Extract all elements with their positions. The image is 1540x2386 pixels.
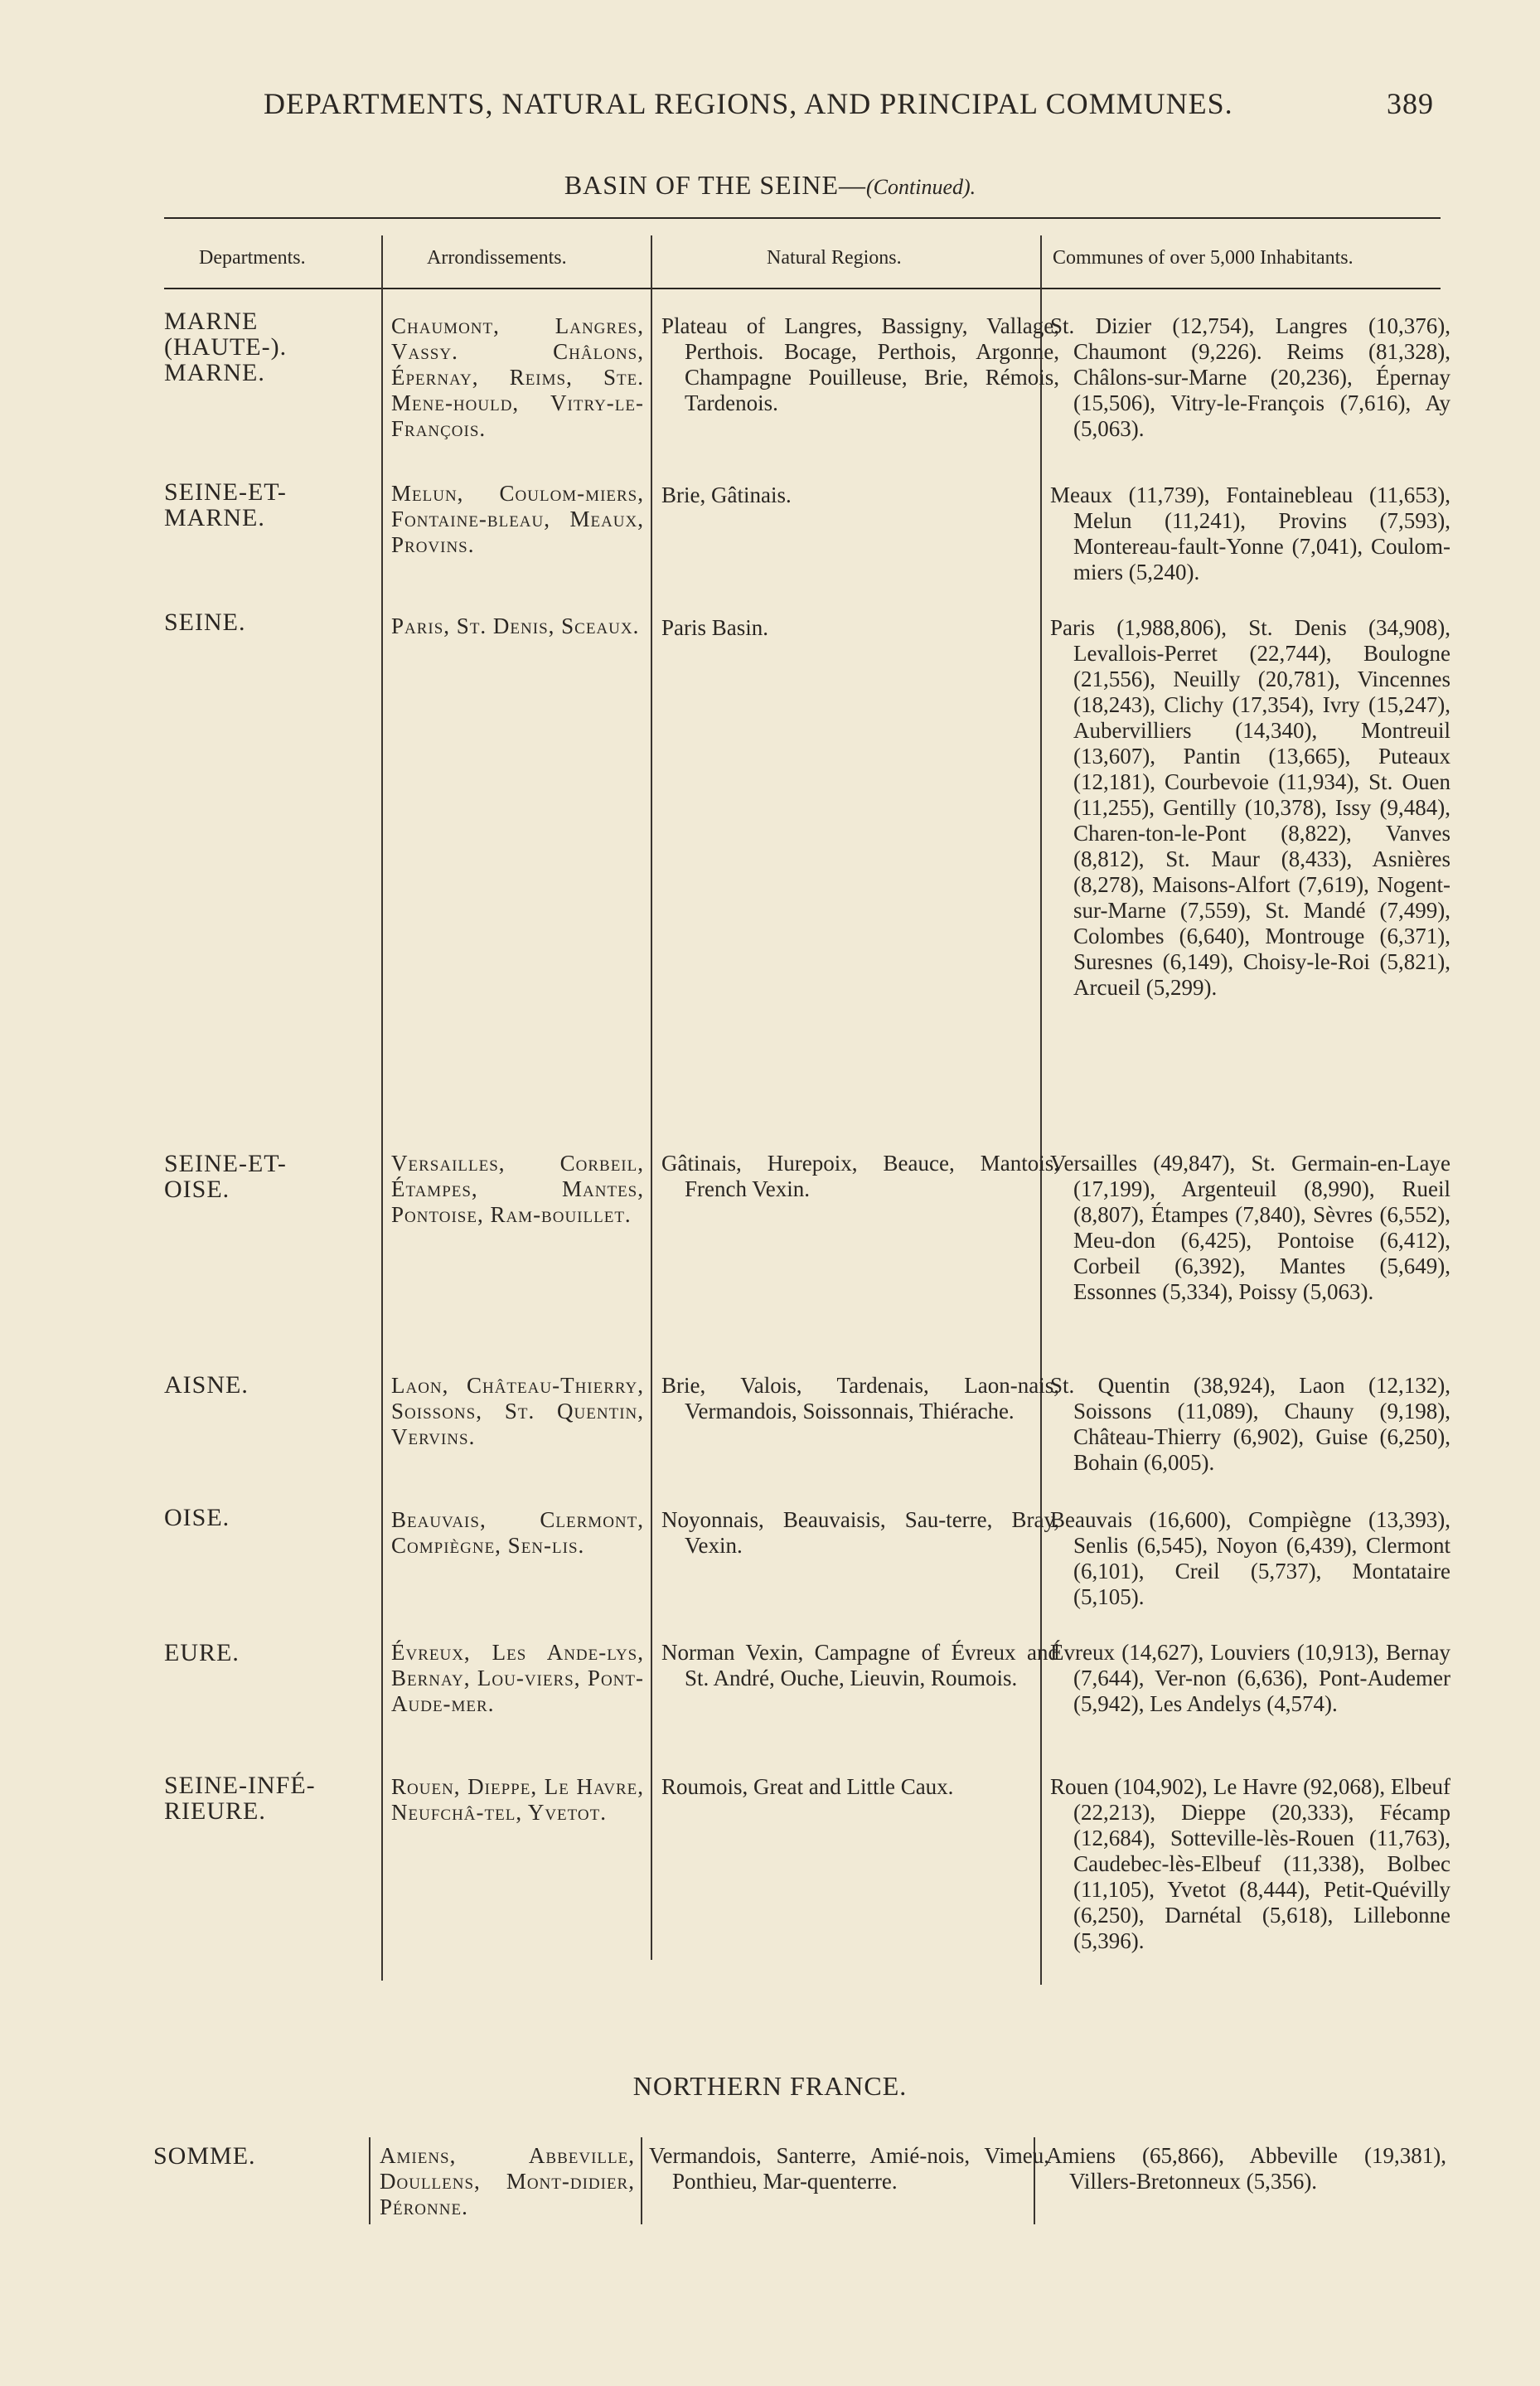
table-row-arrondissements: Amiens, Abbeville, Doullens, Mont-didier, Péronne. — [380, 2143, 635, 2219]
column-divider — [369, 2137, 370, 2224]
column-divider — [641, 2137, 642, 2224]
table-row-natural-regions: Brie, Valois, Tardenais, Laon-nais, Vermandois, Soissonnais, Thiérache. — [661, 1373, 1059, 1423]
column-header-communes: Communes of over 5,000 Inhabitants. — [1053, 247, 1354, 269]
table-row-natural-regions: Noyonnais, Beauvaisis, Sau-terre, Bray, Vexin. — [661, 1507, 1059, 1558]
table-row-department: SEINE-ET-OISE. — [164, 1150, 287, 1203]
section-title-seine — [0, 170, 1540, 201]
table-row-communes: Amiens (65,866), Abbeville (19,381), Villers-Bretonneux (5,356). — [1046, 2143, 1446, 2194]
table-row-arrondissements: Versailles, Corbeil, Étampes, Mantes, Pontoise, Ram-bouillet. — [391, 1151, 644, 1227]
table-row-communes: Paris (1,988,806), St. Denis (34,908), Levallois-Perret (22,744), Boulogne (21,556), Neuilly (20,781), Vincennes (18,243), Clichy (17,354), Ivry (15,247), Aubervilliers (14,340), Montreuil (13,607), Pantin (13,665), Puteaux (12,181), Courbevoie (11,934), St. Ouen (11,255), Gentilly (10,378), Issy (9,484), Charen-ton-le-Pont (8,822), Vanves (8,812), St. Maur (8,433), Asnières (8,278), Maisons-Alfort (7,619), Nogent-sur-Marne (7,559), St. Mandé (7,499), Colombes (6,640), Montrouge (6,371), Suresnes (6,149), Choisy-le-Roi (5,821), Arcueil (5,299). — [1050, 615, 1450, 1000]
table-row-arrondissements: Paris, St. Denis, Sceaux. — [391, 613, 640, 638]
table-row-natural-regions: Roumois, Great and Little Caux. — [661, 1774, 954, 1799]
table-row-department: SEINE-ET-MARNE. — [164, 478, 287, 531]
page-number: 389 — [1387, 87, 1434, 120]
table-row-arrondissements: Melun, Coulom-miers, Fontaine-bleau, Meaux, Provins. — [391, 481, 644, 557]
column-divider — [381, 235, 383, 1981]
table-row-department: OISE. — [164, 1504, 230, 1531]
table-row-natural-regions: Norman Vexin, Campagne of Évreux and St. André, Ouche, Lieuvin, Roumois. — [661, 1640, 1059, 1690]
table-row-communes: Versailles (49,847), St. Germain-en-Laye (17,199), Argenteuil (8,990), Rueil (8,807), Étampes (7,840), Sèvres (6,552), Meu-don (6,425), Pontoise (6,412), Corbeil (6,392), Mantes (5,649), Essonnes (5,334), Poissy (5,063). — [1050, 1151, 1450, 1304]
table-row-arrondissements: Beauvais, Clermont, Compiègne, Sen-lis. — [391, 1507, 644, 1558]
table-row-communes: St. Quentin (38,924), Laon (12,132), Soissons (11,089), Chauny (9,198), Château-Thierry (6,902), Guise (6,250), Bohain (6,005). — [1050, 1373, 1450, 1475]
table-row-arrondissements: Laon, Château-Thierry, Soissons, St. Quentin, Vervins. — [391, 1373, 644, 1449]
table-row-department: EURE. — [164, 1639, 240, 1666]
table-row-department: SEINE-INFÉ-RIEURE. — [164, 1772, 316, 1825]
table-row-communes: Rouen (104,902), Le Havre (92,068), Elbeuf (22,213), Dieppe (20,333), Fécamp (12,684), Sotteville-lès-Rouen (11,763), Caudebec-lès-Elbeuf (11,338), Bolbec (11,105), Yvetot (8,444), Petit-Quévilly (6,250), Darnétal (5,618), Lillebonne (5,396). — [1050, 1774, 1450, 1953]
section-title-continued: (Continued). — [866, 175, 976, 199]
table-row-natural-regions: Brie, Gâtinais. — [661, 483, 792, 507]
table-top-rule — [164, 217, 1441, 219]
table-row-communes: Évreux (14,627), Louviers (10,913), Bernay (7,644), Ver-non (6,636), Pont-Audemer (5,942), Les Andelys (4,574). — [1050, 1640, 1450, 1716]
running-title: DEPARTMENTS, NATURAL REGIONS, AND PRINCIPAL COMMUNES. — [264, 87, 1233, 120]
table-row-natural-regions: Paris Basin. — [661, 615, 769, 640]
section-title-text: BASIN OF THE SEINE— — [564, 170, 867, 200]
table-row-arrondissements: Chaumont, Langres, Vassy. Châlons, Épernay, Reims, Ste. Mene-hould, Vitry-le-François. — [391, 313, 644, 441]
column-divider — [651, 235, 652, 1960]
table-row-natural-regions: Gâtinais, Hurepoix, Beauce, Mantois, French Vexin. — [661, 1151, 1059, 1201]
table-row-communes: Beauvais (16,600), Compiègne (13,393), Senlis (6,545), Noyon (6,439), Clermont (6,101), Creil (5,737), Montataire (5,105). — [1050, 1507, 1450, 1609]
table-row-arrondissements: Rouen, Dieppe, Le Havre, Neufchâ-tel, Yvetot. — [391, 1774, 644, 1825]
header-bottom-rule — [164, 288, 1441, 289]
table-row-department: SOMME. — [153, 2142, 256, 2170]
column-header-departments: Departments. — [199, 247, 306, 269]
column-header-arrondissements: Arrondissements. — [427, 247, 567, 269]
table-row-department: MARNE (HAUTE-). MARNE. — [164, 308, 288, 386]
table-row-natural-regions: Vermandois, Santerre, Amié-nois, Vimeu, Ponthieu, Mar-quenterre. — [649, 2143, 1049, 2194]
table-row-communes: St. Dizier (12,754), Langres (10,376), Chaumont (9,226). Reims (81,328), Châlons-sur-Marne (20,236), Épernay (15,506), Vitry-le-François (7,616), Ay (5,063). — [1050, 313, 1450, 441]
table-row-department: SEINE. — [164, 609, 246, 636]
table-row-natural-regions: Plateau of Langres, Bassigny, Vallage, Perthois. Bocage, Perthois, Argonne, Champagne Pouilleuse, Brie, Rémois, Tardenois. — [661, 313, 1059, 415]
section-title-northern: NORTHERN FRANCE. — [632, 2071, 908, 2101]
table-row-communes: Meaux (11,739), Fontainebleau (11,653), Melun (11,241), Provins (7,593), Montereau-fault-Yonne (7,041), Coulom-miers (5,240). — [1050, 483, 1450, 584]
table-row-arrondissements: Évreux, Les Ande-lys, Bernay, Lou-viers, Pont-Aude-mer. — [391, 1640, 644, 1716]
table-row-department: AISNE. — [164, 1371, 249, 1399]
column-header-natural-regions: Natural Regions. — [767, 247, 902, 269]
page-header — [264, 86, 1434, 128]
